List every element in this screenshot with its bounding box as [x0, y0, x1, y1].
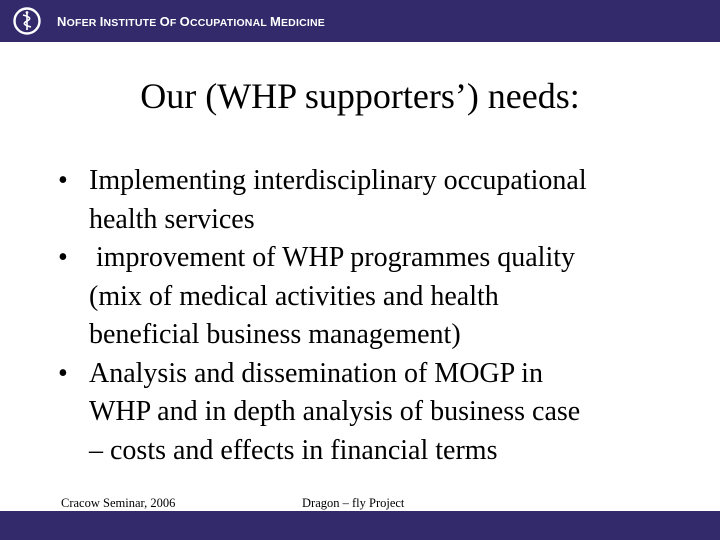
bullet-icon: • [58, 357, 68, 389]
bullet-line: – costs and effects in financial terms [89, 434, 498, 466]
bullet-list [58, 162, 698, 470]
footer-seminar-label: Cracow Seminar, 2006 [61, 496, 176, 510]
bullet-line: WHP and in depth analysis of business case [89, 396, 581, 427]
bullet-icon: • [58, 242, 68, 273]
bullet-icon: • [58, 165, 68, 196]
bullet-item [58, 355, 698, 471]
footer-bar [0, 511, 720, 540]
caduceus-emblem-icon [12, 6, 42, 36]
slide-title: Our (WHP supporters’) needs: [140, 76, 580, 116]
bullet-line: beneficial business management) [89, 319, 461, 350]
bullet-line: health services [89, 203, 255, 235]
bullet-line: Implementing interdisciplinary occupational [89, 165, 587, 196]
bullet-line: improvement of WHP programmes quality [89, 242, 576, 273]
bullet-item [58, 239, 698, 355]
bullet-line: Analysis and dissemination of MOGP in [89, 357, 543, 389]
header-bar [0, 0, 720, 42]
bullet-line: (mix of medical activities and health [89, 280, 499, 312]
institute-name: NOFER INSTITUTE OF OCCUPATIONAL MEDICINE [57, 14, 325, 29]
bullet-item [58, 162, 698, 239]
footer-project-label: Dragon – fly Project [302, 496, 405, 510]
